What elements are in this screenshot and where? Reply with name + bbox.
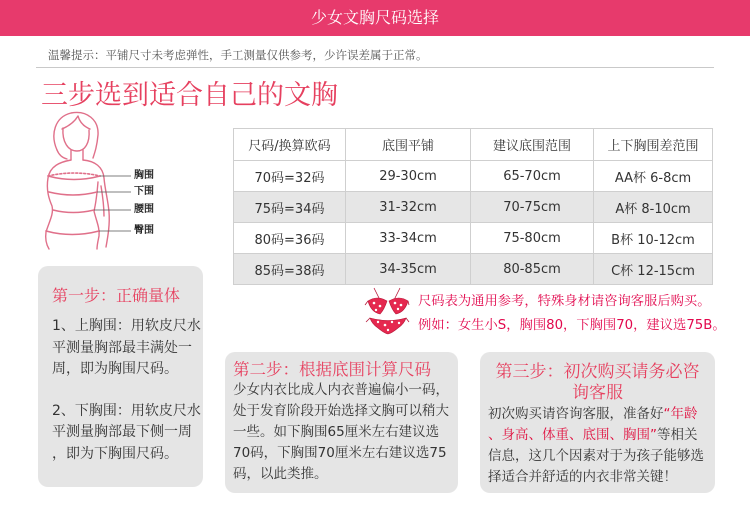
step-three-body [488,404,715,488]
note-line: 尺码表为通用参考，特殊身材请咨询客服后购买。 [418,294,711,309]
bust-band [48,176,100,180]
text-segment: 等相关 [657,426,698,443]
step-two-body [233,380,458,485]
highlight-segment: 、身高、体重、底围、胸围” [488,426,657,443]
step-three-line [488,446,715,467]
note-line: 例如：女生小S，胸围80，下胸围70，建议选75B。 [418,318,726,333]
table-cell: 65-70cm [471,161,594,192]
table-cell: 29-30cm [346,161,471,192]
table-cell: AA杯 6-8cm [594,161,713,192]
step-three-panel [480,352,715,493]
column-header: 尺码/换算欧码 [234,129,346,161]
step-one-paragraph [52,316,203,381]
table-row [234,223,713,254]
table-cell: 33-34cm [346,223,471,254]
table-cell: 80码=36码 [234,223,346,254]
table-header-row [234,129,713,161]
table-row [234,254,713,285]
table-cell: 70码=32码 [234,161,346,192]
table-row [234,192,713,223]
size-note [418,290,726,338]
step-two-line: 70码，下胸围70厘米左右建议选75 [233,445,447,461]
step-two-line: 码，以此类推。 [233,466,328,482]
table-cell: 75-80cm [471,223,594,254]
step-two-line: 处于发育阶段开始选择文胸可以稍大 [233,403,449,419]
step-three-title: 第三步：初次购买请务必咨 [495,361,700,382]
step-one-title: 第一步：正确量体 [52,286,181,305]
bikini-left-cup [368,298,387,314]
figure-label-waist: 腰围 [134,204,154,215]
step-one-line: 1、上胸围：用软皮尺水 [52,318,201,334]
text-segment: 初次购买请咨询客服，准备好 [488,405,664,422]
table-cell: 85码=38码 [234,254,346,285]
step-three-title: 询客服 [572,382,623,403]
top-banner [0,0,750,36]
bangs [62,116,90,129]
column-header: 建议底围范围 [471,129,594,161]
underbust-band [49,192,97,195]
notice-text: 温馨提示：平铺尺寸未考虑弹性，手工测量仅供参考，少许误差属于正常。 [48,48,428,62]
figure-label-hip: 臀围 [134,225,154,236]
label-leader-lines [94,176,131,231]
text-segment: 信息，这几个因素对于为孩子能够选 [488,447,704,464]
step-two-line: 一些。如下胸围65厘米左右建议选 [233,424,440,440]
text-segment: 择适合并舒适的内衣非常关键！ [488,468,677,485]
table-cell: A杯 8-10cm [594,192,713,223]
figure-label-bust: 胸围 [134,170,154,181]
figure-panel [30,108,170,250]
table-cell: 70-75cm [471,192,594,223]
step-one-line: 2、下胸围：用软皮尺水 [52,402,201,419]
banner-title: 少女文胸尺码选择 [310,8,439,27]
bikini-right-cup [389,298,408,314]
step-one-line: ，即为下胸围尺码。 [52,445,178,462]
notice-divider [36,67,714,68]
face-outline [63,128,89,151]
measurement-bands [46,173,100,235]
step-three-line [488,404,715,425]
step-three-line [488,425,715,446]
step-three-line [488,467,715,488]
highlight-segment: “年龄 [663,405,698,422]
table-cell: 80-85cm [471,254,594,285]
page-headline: 三步选到适合自己的文胸 [41,80,338,111]
bikini-icon [364,286,410,336]
size-table [233,128,713,285]
step-one-panel [38,266,203,487]
step-one-line: 平测量胸部最下侧一周 [52,424,192,440]
arm-inner [101,186,104,216]
step-one-paragraph [52,401,203,466]
bikini-bottom [370,318,406,334]
hip-band [46,231,99,235]
bust-band-back [48,173,100,176]
table-cell: C杯 12-15cm [594,254,713,285]
table-cell: 31-32cm [346,192,471,223]
table-cell: B杯 10-12cm [594,223,713,254]
column-header: 上下胸围差范围 [594,129,713,161]
bikini-icon-graphic [364,286,410,336]
waist-band [53,210,94,213]
step-two-title: 第二步：根据底围计算尺码 [233,360,431,379]
step-two-line: 少女内衣比成人内衣普遍偏小一码， [233,382,449,398]
step-one-line: 周，即为胸围尺码。 [52,361,178,377]
figure-label-underbust: 下围 [134,186,154,197]
column-header: 底围平铺 [346,129,471,161]
step-two-panel [225,352,458,493]
body-outline [46,112,110,249]
table-cell: 75码=34码 [234,192,346,223]
table-row [234,161,713,192]
step-one-line: 平测量胸部最丰满处一 [52,339,192,356]
hair-strand [57,150,67,159]
table-cell: 34-35cm [346,254,471,285]
